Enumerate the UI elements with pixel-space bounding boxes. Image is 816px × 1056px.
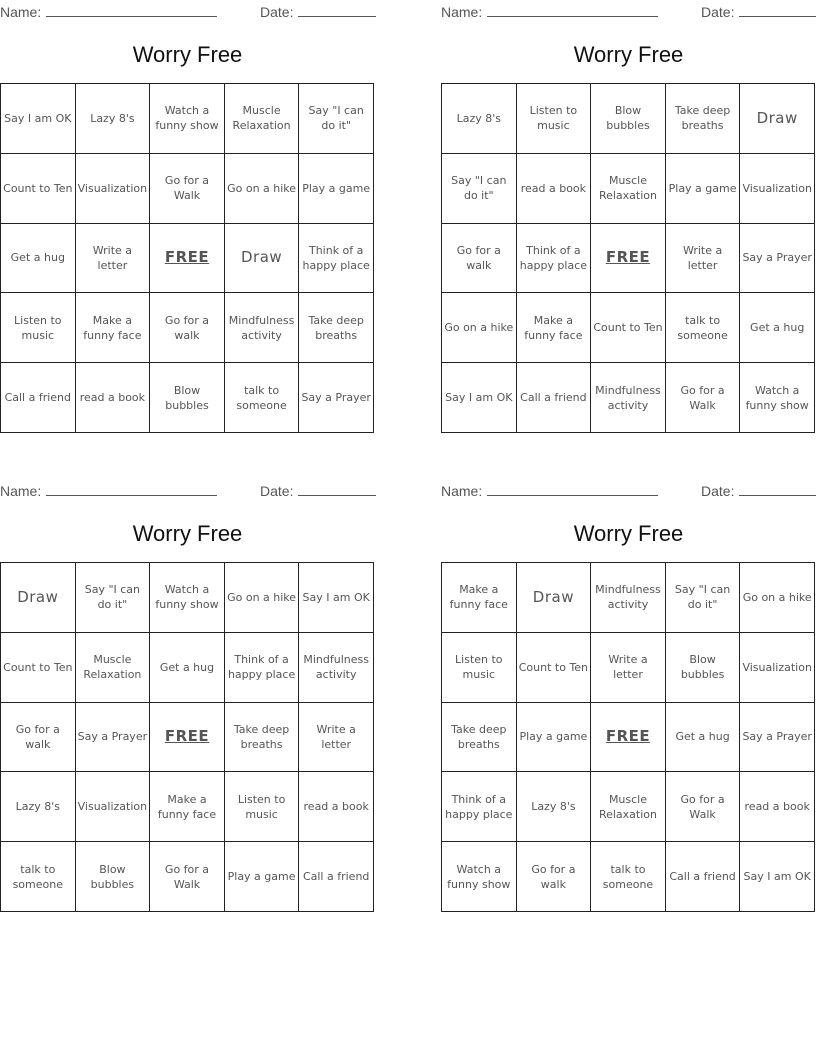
bingo-cell[interactable]: Go for a walk	[1, 702, 76, 772]
bingo-cell[interactable]: read a book	[299, 772, 374, 842]
grid-row	[1, 223, 374, 293]
grid-row	[1, 632, 374, 702]
name-field	[441, 2, 658, 21]
grid-row	[442, 632, 815, 702]
bingo-cell[interactable]: talk to someone	[591, 842, 666, 912]
bingo-cell[interactable]: read a book	[740, 772, 815, 842]
bingo-cell[interactable]: Blow bubbles	[591, 84, 666, 154]
bingo-cell[interactable]: read a book	[516, 153, 591, 223]
bingo-cell[interactable]: Think of a happy place	[442, 772, 517, 842]
bingo-cell[interactable]: Lazy 8's	[1, 772, 76, 842]
bingo-card-4	[441, 479, 816, 919]
bingo-cell[interactable]: Muscle Relaxation	[224, 84, 299, 154]
card-title: Worry Free	[132, 42, 243, 67]
bingo-cell[interactable]: Watch a funny show	[150, 84, 225, 154]
bingo-cell[interactable]: Mindfulness activity	[591, 363, 666, 433]
grid-row	[442, 563, 815, 633]
grid-row	[1, 772, 374, 842]
grid-row	[1, 84, 374, 154]
bingo-grid	[441, 562, 815, 912]
bingo-cell[interactable]: Think of a happy place	[224, 632, 299, 702]
date-field	[260, 481, 376, 500]
bingo-cell[interactable]: Say I am OK	[740, 842, 815, 912]
bingo-cell[interactable]: Muscle Relaxation	[591, 153, 666, 223]
bingo-cell[interactable]: Say I am OK	[442, 363, 517, 433]
name-label: Name:	[0, 4, 42, 20]
bingo-cell[interactable]: Lazy 8's	[516, 772, 591, 842]
bingo-card-3	[0, 479, 376, 919]
name-line[interactable]	[487, 481, 658, 496]
bingo-cell[interactable]: Say a Prayer	[299, 363, 374, 433]
grid-row	[442, 223, 815, 293]
grid-row	[442, 702, 815, 772]
bingo-cell[interactable]: Go on a hike	[224, 563, 299, 633]
bingo-cell[interactable]: Draw	[1, 563, 76, 633]
bingo-cell[interactable]: Visualization	[75, 153, 150, 223]
card-title: Worry Free	[573, 521, 684, 546]
bingo-cell[interactable]: Mindfulness activity	[224, 293, 299, 363]
bingo-cell[interactable]: Count to Ten	[1, 632, 76, 702]
date-label: Date:	[260, 4, 294, 20]
bingo-cell[interactable]: read a book	[75, 363, 150, 433]
bingo-cell[interactable]: Say a Prayer	[75, 702, 150, 772]
card-title: Worry Free	[132, 521, 243, 546]
bingo-cell[interactable]: Call a friend	[516, 363, 591, 433]
bingo-cell[interactable]: Think of a happy place	[516, 223, 591, 293]
bingo-cell[interactable]: Write a letter	[591, 632, 666, 702]
date-line[interactable]	[298, 481, 376, 496]
bingo-cell[interactable]: talk to someone	[224, 363, 299, 433]
bingo-cell[interactable]: Get a hug	[150, 632, 225, 702]
bingo-cell[interactable]: Make a funny face	[516, 293, 591, 363]
name-field	[0, 2, 217, 21]
bingo-cell[interactable]: Play a game	[299, 153, 374, 223]
bingo-cell[interactable]: Go on a hike	[740, 563, 815, 633]
bingo-cell[interactable]: Say I am OK	[1, 84, 76, 154]
bingo-cell[interactable]: Blow bubbles	[665, 632, 740, 702]
bingo-cell[interactable]: Go for a Walk	[665, 363, 740, 433]
grid-row	[1, 363, 374, 433]
bingo-cell[interactable]: Play a game	[665, 153, 740, 223]
bingo-cell[interactable]: Say "I can do it"	[442, 153, 517, 223]
bingo-cell[interactable]: Say I am OK	[299, 563, 374, 633]
name-field	[441, 481, 658, 500]
date-label: Date:	[701, 4, 735, 20]
bingo-cell[interactable]: Listen to music	[516, 84, 591, 154]
bingo-cell[interactable]: Think of a happy place	[299, 223, 374, 293]
date-field	[701, 2, 816, 21]
bingo-cell[interactable]: Mindfulness activity	[591, 563, 666, 633]
free-space-cell[interactable]: FREE	[150, 223, 225, 293]
bingo-cell[interactable]: Visualization	[75, 772, 150, 842]
bingo-cell[interactable]: Play a game	[224, 842, 299, 912]
date-field	[260, 2, 376, 21]
grid-row	[442, 84, 815, 154]
grid-row	[442, 293, 815, 363]
free-space-cell[interactable]: FREE	[150, 702, 225, 772]
name-line[interactable]	[46, 481, 217, 496]
bingo-cell[interactable]: Go for a walk	[150, 293, 225, 363]
date-line[interactable]	[739, 481, 816, 496]
date-field	[701, 481, 816, 500]
name-label: Name:	[441, 483, 483, 499]
bingo-cell[interactable]: Say "I can do it"	[75, 563, 150, 633]
bingo-cell[interactable]: Go for a walk	[442, 223, 517, 293]
card-title: Worry Free	[573, 42, 684, 67]
bingo-cell[interactable]: talk to someone	[1, 842, 76, 912]
bingo-cell[interactable]: Draw	[224, 223, 299, 293]
bingo-cell[interactable]: Say a Prayer	[740, 702, 815, 772]
bingo-cell[interactable]: Say a Prayer	[740, 223, 815, 293]
bingo-cell[interactable]: Play a game	[516, 702, 591, 772]
free-space-cell[interactable]: FREE	[591, 702, 666, 772]
bingo-cell[interactable]: Take deep breaths	[299, 293, 374, 363]
date-label: Date:	[260, 483, 294, 499]
name-label: Name:	[441, 4, 483, 20]
free-space-cell[interactable]: FREE	[591, 223, 666, 293]
bingo-cell[interactable]: Listen to music	[442, 632, 517, 702]
bingo-cell[interactable]: talk to someone	[665, 293, 740, 363]
bingo-cell[interactable]: Write a letter	[75, 223, 150, 293]
bingo-cell[interactable]: Lazy 8's	[75, 84, 150, 154]
bingo-cell[interactable]: Go for a Walk	[665, 772, 740, 842]
bingo-cell[interactable]: Go for a walk	[516, 842, 591, 912]
bingo-cell[interactable]: Lazy 8's	[442, 84, 517, 154]
bingo-cell[interactable]: Visualization	[740, 632, 815, 702]
name-line[interactable]	[487, 2, 658, 17]
bingo-cell[interactable]: Call a friend	[1, 363, 76, 433]
bingo-cell[interactable]: Say "I can do it"	[299, 84, 374, 154]
bingo-cell[interactable]: Draw	[516, 563, 591, 633]
bingo-grid	[441, 83, 815, 433]
bingo-card-2	[441, 0, 816, 440]
bingo-cell[interactable]: Listen to music	[224, 772, 299, 842]
bingo-card-1	[0, 0, 376, 440]
bingo-cell[interactable]: Blow bubbles	[150, 363, 225, 433]
bingo-cell[interactable]: Get a hug	[740, 293, 815, 363]
bingo-cell[interactable]: Count to Ten	[516, 632, 591, 702]
bingo-cell[interactable]: Take deep breaths	[442, 702, 517, 772]
grid-row	[1, 702, 374, 772]
bingo-cell[interactable]: Take deep breaths	[224, 702, 299, 772]
grid-row	[442, 363, 815, 433]
bingo-cell[interactable]: Go for a Walk	[150, 153, 225, 223]
bingo-cell[interactable]: Visualization	[740, 153, 815, 223]
bingo-cell[interactable]: Draw	[740, 84, 815, 154]
bingo-cell[interactable]: Count to Ten	[591, 293, 666, 363]
grid-row	[1, 563, 374, 633]
date-line[interactable]	[298, 2, 376, 17]
date-label: Date:	[701, 483, 735, 499]
grid-row	[442, 772, 815, 842]
name-field	[0, 481, 217, 500]
bingo-cell[interactable]: Call a friend	[299, 842, 374, 912]
bingo-cell[interactable]: Make a funny face	[75, 293, 150, 363]
bingo-cell[interactable]: Get a hug	[665, 702, 740, 772]
grid-row	[442, 842, 815, 912]
grid-row	[1, 842, 374, 912]
bingo-cell[interactable]: Go on a hike	[224, 153, 299, 223]
bingo-cell[interactable]: Count to Ten	[1, 153, 76, 223]
date-line[interactable]	[739, 2, 816, 17]
bingo-cell[interactable]: Go for a Walk	[150, 842, 225, 912]
bingo-cell[interactable]: Muscle Relaxation	[75, 632, 150, 702]
bingo-cell[interactable]: Write a letter	[665, 223, 740, 293]
bingo-cell[interactable]: Blow bubbles	[75, 842, 150, 912]
bingo-cell[interactable]: Say "I can do it"	[665, 563, 740, 633]
bingo-grid	[0, 83, 374, 433]
bingo-cell[interactable]: Call a friend	[665, 842, 740, 912]
name-line[interactable]	[46, 2, 217, 17]
bingo-cell[interactable]: Mindfulness activity	[299, 632, 374, 702]
bingo-cell[interactable]: Watch a funny show	[442, 842, 517, 912]
grid-row	[1, 153, 374, 223]
name-label: Name:	[0, 483, 42, 499]
grid-row	[442, 153, 815, 223]
bingo-cell[interactable]: Watch a funny show	[740, 363, 815, 433]
bingo-cell[interactable]: Write a letter	[299, 702, 374, 772]
grid-row	[1, 293, 374, 363]
bingo-cell[interactable]: Muscle Relaxation	[591, 772, 666, 842]
bingo-cell[interactable]: Make a funny face	[150, 772, 225, 842]
bingo-cell[interactable]: Go on a hike	[442, 293, 517, 363]
bingo-cell[interactable]: Watch a funny show	[150, 563, 225, 633]
bingo-cell[interactable]: Get a hug	[1, 223, 76, 293]
bingo-cell[interactable]: Take deep breaths	[665, 84, 740, 154]
bingo-cell[interactable]: Listen to music	[1, 293, 76, 363]
bingo-cell[interactable]: Make a funny face	[442, 563, 517, 633]
bingo-grid	[0, 562, 374, 912]
